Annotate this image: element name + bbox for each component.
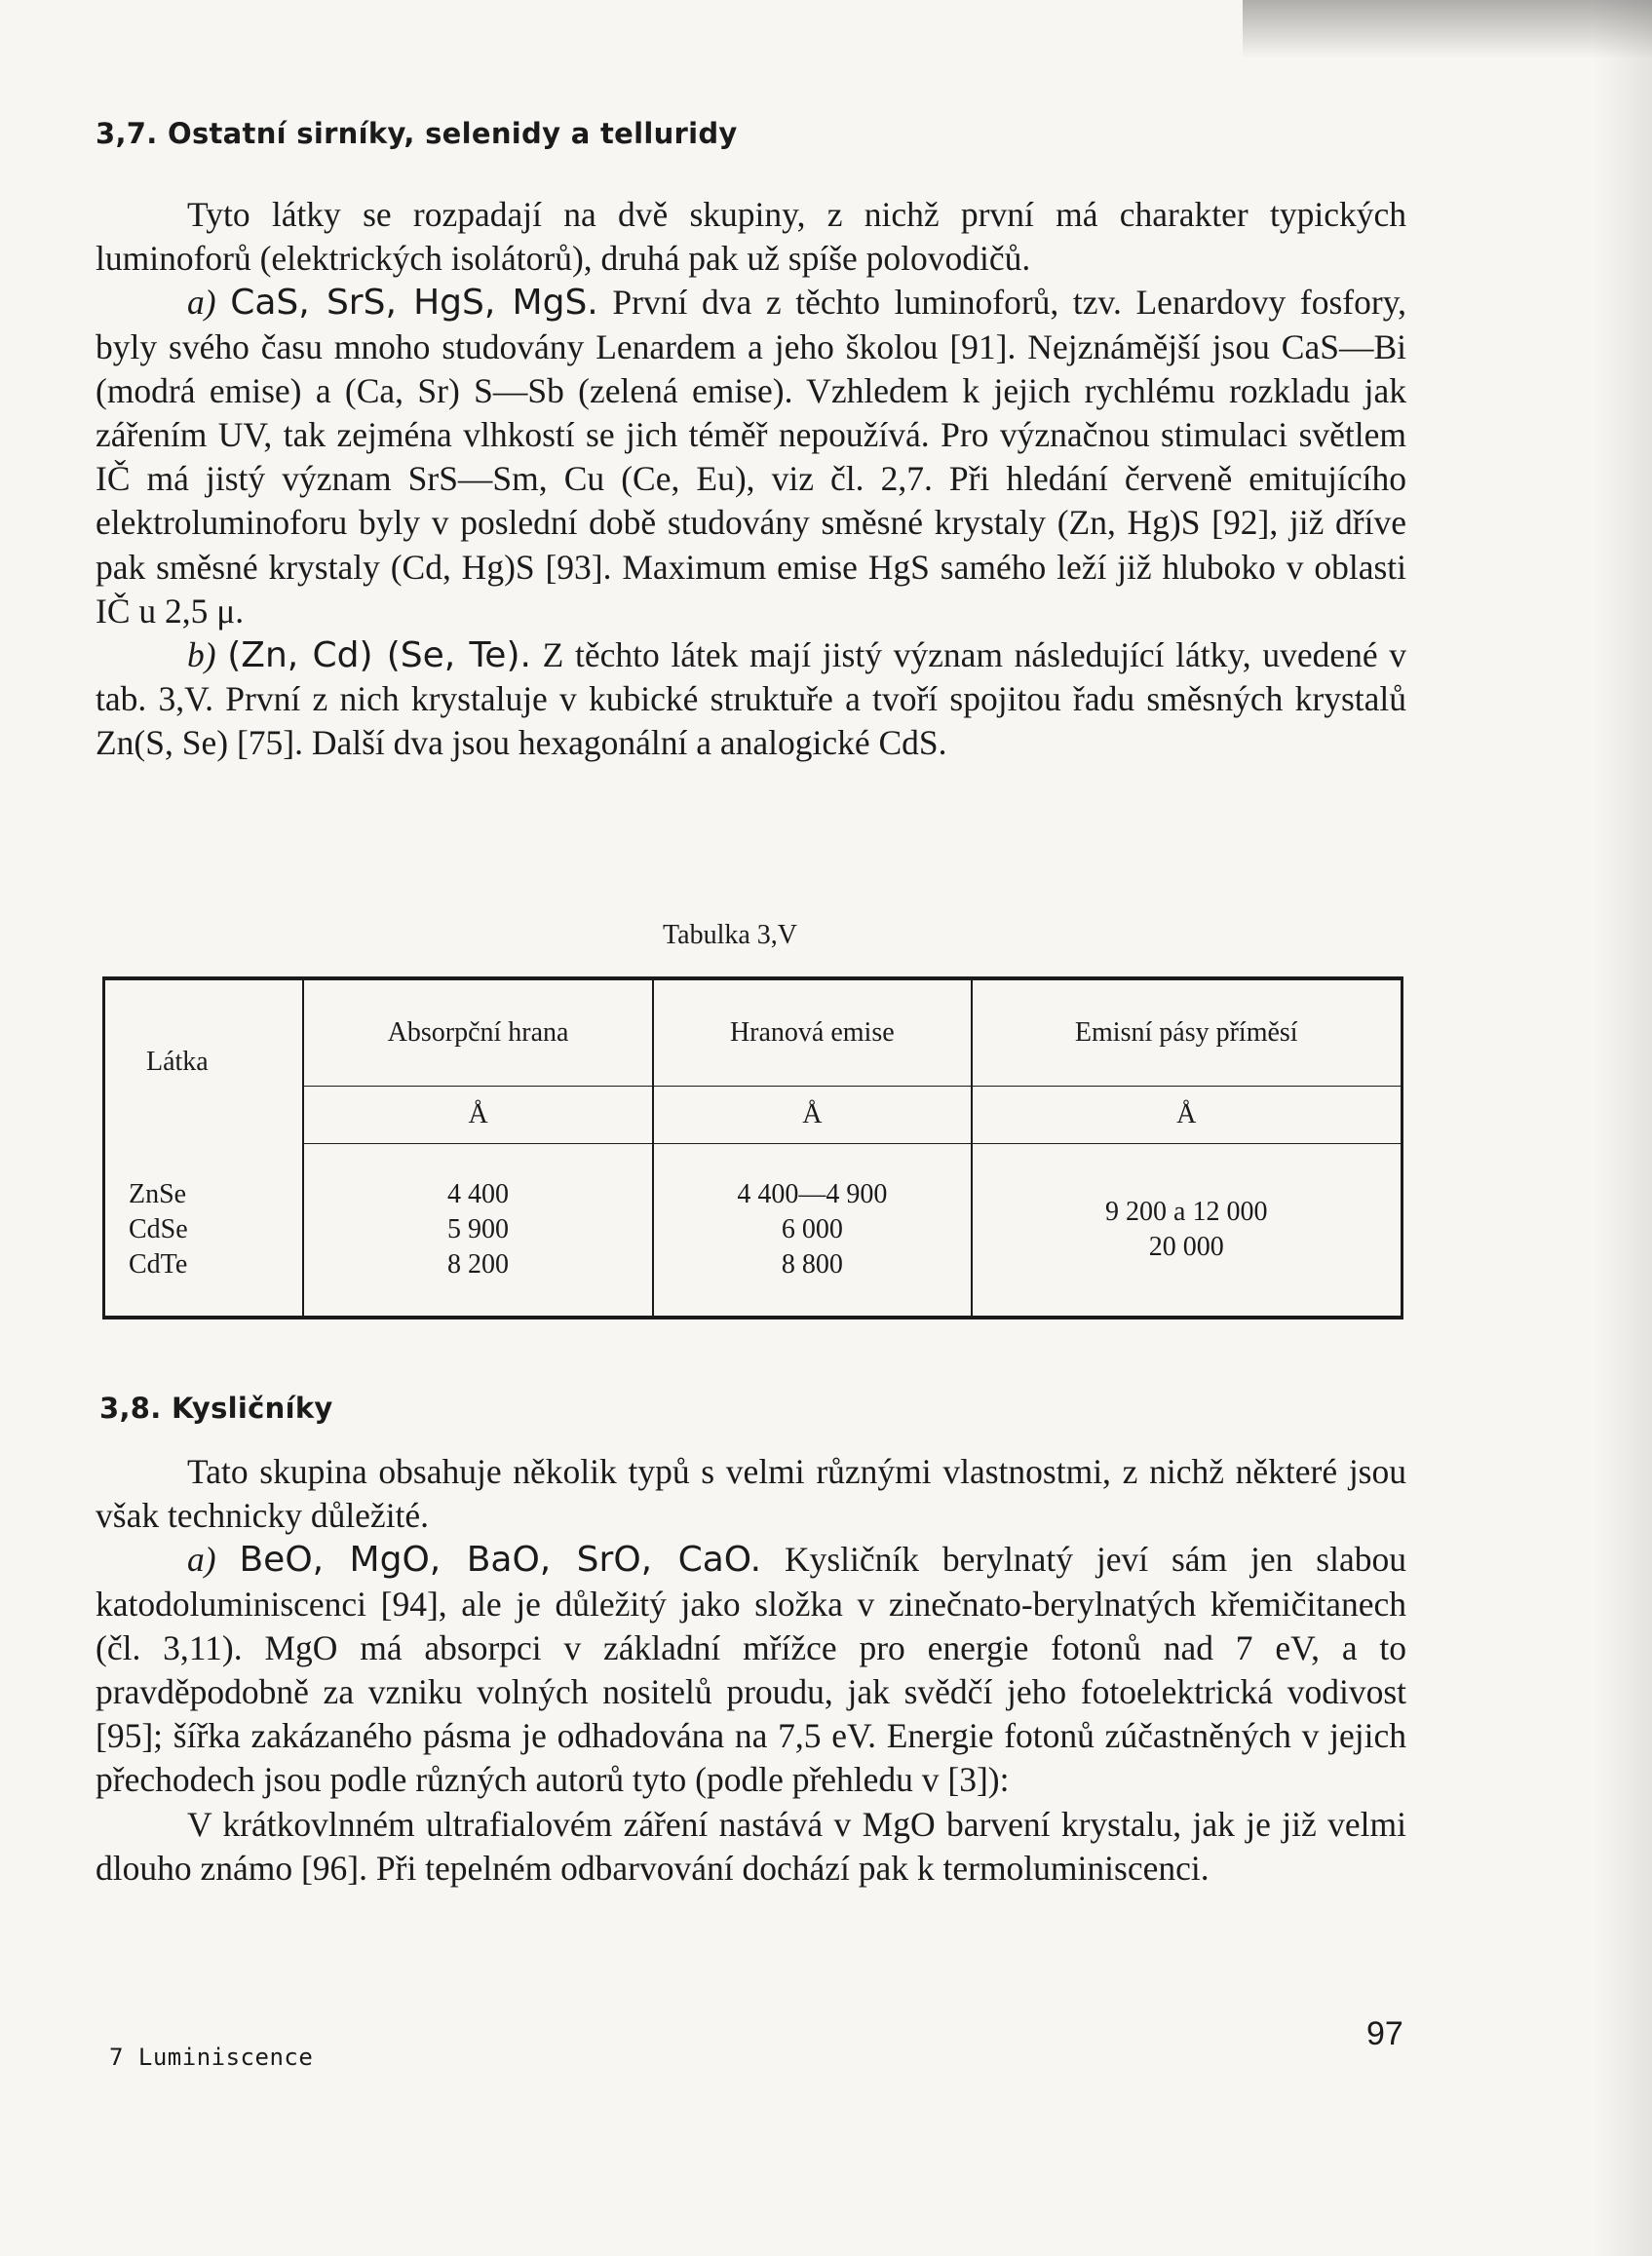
substance-cell — [104, 1144, 304, 1319]
unit-impurity-bands: Å — [972, 1087, 1402, 1144]
unit-absorption: Å — [303, 1087, 653, 1144]
absorption-cdse: 5 900 — [447, 1214, 510, 1244]
item-b-label: b) — [187, 635, 216, 675]
unit-edge-emission: Å — [653, 1087, 971, 1144]
oxide-item-a-label: a) — [187, 1540, 216, 1580]
section-3-8-body — [96, 1450, 1406, 1891]
substance-cdse: CdSe — [129, 1213, 188, 1244]
printer-signature: 7 Luminiscence — [109, 2044, 314, 2071]
item-b-formula: (Zn, Cd) (Se, Te). — [227, 635, 531, 676]
absorption-znse: 4 400 — [447, 1179, 510, 1209]
substance-znse: ZnSe — [129, 1178, 187, 1209]
section-3-7-intro: Tyto látky se rozpadají na dvě skupiny, z nichž první má charakter typických luminoforů (elektrických isolátorů), druhá pak už spíše polovodičů. — [96, 195, 1406, 279]
scan-shadow — [1243, 0, 1652, 58]
impurity-band-2: 20 000 — [1148, 1232, 1224, 1262]
item-a-formula: CaS, SrS, HgS, MgS. — [230, 283, 598, 324]
item-b-text: Z těchto látek mají jistý význam následující látky, uvedené v tab. 3,V. První z nich krystaluje v kubické struktuře a tvoří spojitou řadu směsných krystalů Zn(S, Se) [75]. Další dva jsou hexagonální a analogické CdS. — [96, 635, 1407, 763]
substance-cdte: CdTe — [129, 1248, 188, 1280]
edge-emission-cdte: 8 800 — [781, 1249, 843, 1280]
section-3-7-paragraph-a — [96, 281, 1406, 633]
header-absorption-edge: Absorpční hrana — [303, 978, 653, 1087]
data-table — [102, 976, 1403, 1319]
edge-emission-znse: 4 400—4 900 — [737, 1179, 888, 1209]
section-3-7-heading: 3,7. Ostatní sirníky, selenidy a telluridy — [96, 117, 738, 150]
section-3-8-paragraph-2: V krátkovlnném ultrafialovém záření nastává v MgO barvení krystalu, jak je již velmi dlouho známo [96]. Při tepelném odbarvování dochází pak k termoluminiscenci. — [96, 1804, 1406, 1888]
oxide-item-a-formula: BeO, MgO, BaO, SrO, CaO. — [239, 1540, 762, 1581]
table-caption: Tabulka 3,V — [663, 920, 798, 950]
table-header-row — [104, 978, 1402, 1087]
header-edge-emission: Hranová emise — [653, 978, 971, 1087]
edge-emission-cell — [653, 1144, 971, 1319]
absorption-cdte: 8 200 — [447, 1249, 510, 1280]
section-3-8-intro: Tato skupina obsahuje několik typů s velmi různými vlastnostmi, z nichž některé jsou však technicky důležité. — [96, 1452, 1406, 1536]
section-3-7-body — [96, 193, 1406, 766]
page-edge-shadow — [1594, 0, 1652, 2256]
oxide-item-a-text: Kysličník berylnatý jeví sám jen slabou katodoluminiscenci [94], ale je důležitý jako složka v zinečnato-berylnatých křemičitanech (čl. 3,11). MgO má absorpci v základní mřížce pro energie fotonů nad 7 eV, a to pravděpodobně za vzniku volných nositelů proudu, jak svědčí jeho fotoelektrická vodivost [95]; šířka zakázaného pásma je odhadována na 7,5 eV. Energie fotonů zúčastněných v jejich přechodech jsou podle různých autorů tyto (podle přehledu v [3]): — [96, 1540, 1406, 1800]
section-3-8-paragraph-a — [96, 1538, 1406, 1802]
header-impurity-bands: Emisní pásy příměsí — [972, 978, 1402, 1087]
table-body-row — [104, 1144, 1402, 1319]
table-3-v — [102, 976, 1403, 1319]
edge-emission-cdse: 6 000 — [781, 1214, 843, 1244]
section-3-7-paragraph-b — [96, 633, 1406, 766]
section-3-8-heading: 3,8. Kysličníky — [99, 1392, 333, 1425]
item-a-label: a) — [187, 283, 216, 323]
impurity-bands-cell — [972, 1144, 1402, 1319]
item-a-text: První dva z těchto luminoforů, tzv. Lenardovy fosfory, byly svého času mnoho studovány Lenardem a jeho školou [91]. Nejznámější jsou CaS—Bi (modrá emise) a (Ca, Sr) S—Sb (zelená emise). Vzhledem k jejich rychlému rozkladu jak zářením UV, tak zejména vlhkostí se jich téměř nepoužívá. Pro význačnou stimulaci světlem IČ má jistý význam SrS—Sm, Cu (Ce, Eu), viz čl. 2,7. Při hledání červeně emitujícího elektroluminoforu byly v poslední době studovány směsné krystaly (Zn, Hg)S [92], již dříve pak směsné krystaly (Cd, Hg)S [93]. Maximum emise HgS samého leží již hluboko v oblasti IČ u 2,5 μ. — [96, 283, 1407, 631]
header-substance: Látka — [146, 1046, 209, 1077]
page-number: 97 — [1366, 2015, 1403, 2052]
absorption-cell — [303, 1144, 653, 1319]
impurity-band-1: 9 200 a 12 000 — [1105, 1197, 1268, 1227]
